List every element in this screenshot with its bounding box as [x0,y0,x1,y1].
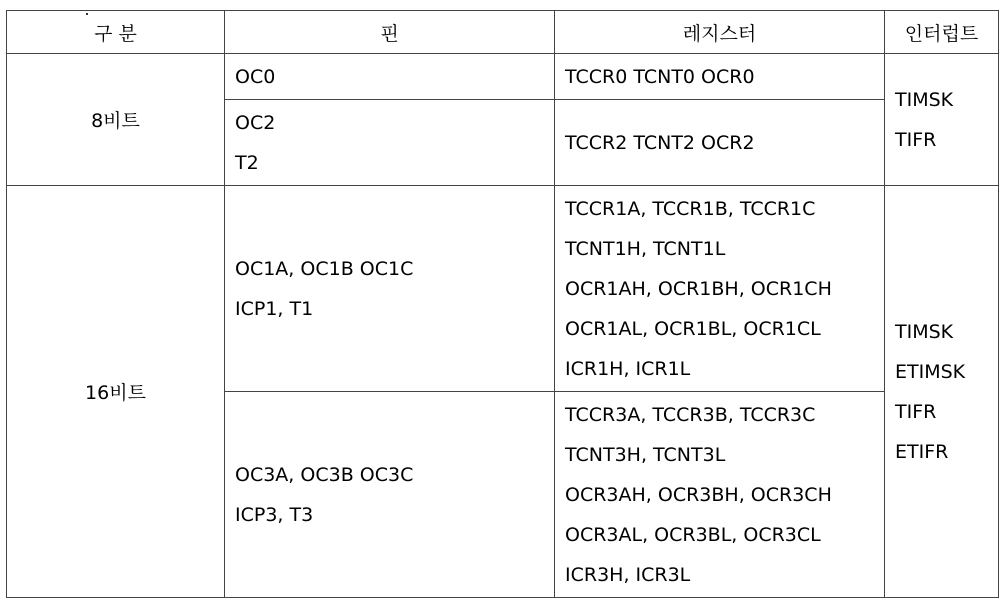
register-line: OCR1AH, OCR1BH, OCR1CH [565,277,832,300]
header-pin: 핀 [225,11,555,54]
pin-line: OC2 [235,111,276,134]
pin-cell-16bit-a [225,186,555,392]
interrupt-line: TIFR [895,400,937,423]
register-line: TCCR3A, TCCR3B, TCCR3C [565,403,816,426]
register-cell-16bit-b [555,392,885,598]
pin-line: OC1A, OC1B OC1C [235,257,414,280]
table-row-16bit-a [7,186,999,392]
register-line: TCCR1A, TCCR1B, TCCR1C [565,197,816,220]
interrupt-line: ETIMSK [895,360,966,383]
header-register: 레지스터 [555,11,885,54]
register-cell-8bit-b [555,100,885,186]
header-category: 구 분 [7,11,225,54]
category-8bit [7,54,225,186]
pin-cell-8bit-b [225,100,555,186]
register-cell-16bit-a [555,186,885,392]
pin-line: ICP1, T1 [235,297,314,320]
register-line: OCR3AL, OCR3BL, OCR3CL [565,523,821,546]
interrupt-line: ETIFR [895,440,949,463]
header-row [7,11,999,54]
pin-cell-8bit-a [225,54,555,100]
pin-line: OC0 [235,65,276,88]
register-line: TCCR2 TCNT2 OCR2 [565,131,755,154]
pin-cell-16bit-b [225,392,555,598]
interrupt-line: TIMSK [895,88,954,111]
header-interrupt: 인터럽트 [885,11,999,54]
interrupt-cell-16bit [885,186,999,598]
register-line: ICR3H, ICR3L [565,563,691,586]
interrupt-cell-8bit [885,54,999,186]
register-line: OCR1AL, OCR1BL, OCR1CL [565,317,821,340]
register-line: TCCR0 TCNT0 OCR0 [565,65,755,88]
interrupt-line: TIMSK [895,320,954,343]
register-cell-8bit-a [555,54,885,100]
pin-line: ICP3, T3 [235,503,314,526]
pin-line: T2 [235,151,259,174]
timer-register-table [6,10,999,598]
register-line: TCNT1H, TCNT1L [565,237,726,260]
register-line: OCR3AH, OCR3BH, OCR3CH [565,483,832,506]
category-8bit-label: 8비트 [91,110,140,132]
category-16bit [7,186,225,598]
table-row-8bit-a [7,54,999,100]
interrupt-line: TIFR [895,128,937,151]
register-line: TCNT3H, TCNT3L [565,443,726,466]
category-16bit-label: 16비트 [85,382,146,404]
register-line: ICR1H, ICR1L [565,357,691,380]
pin-line: OC3A, OC3B OC3C [235,463,414,486]
